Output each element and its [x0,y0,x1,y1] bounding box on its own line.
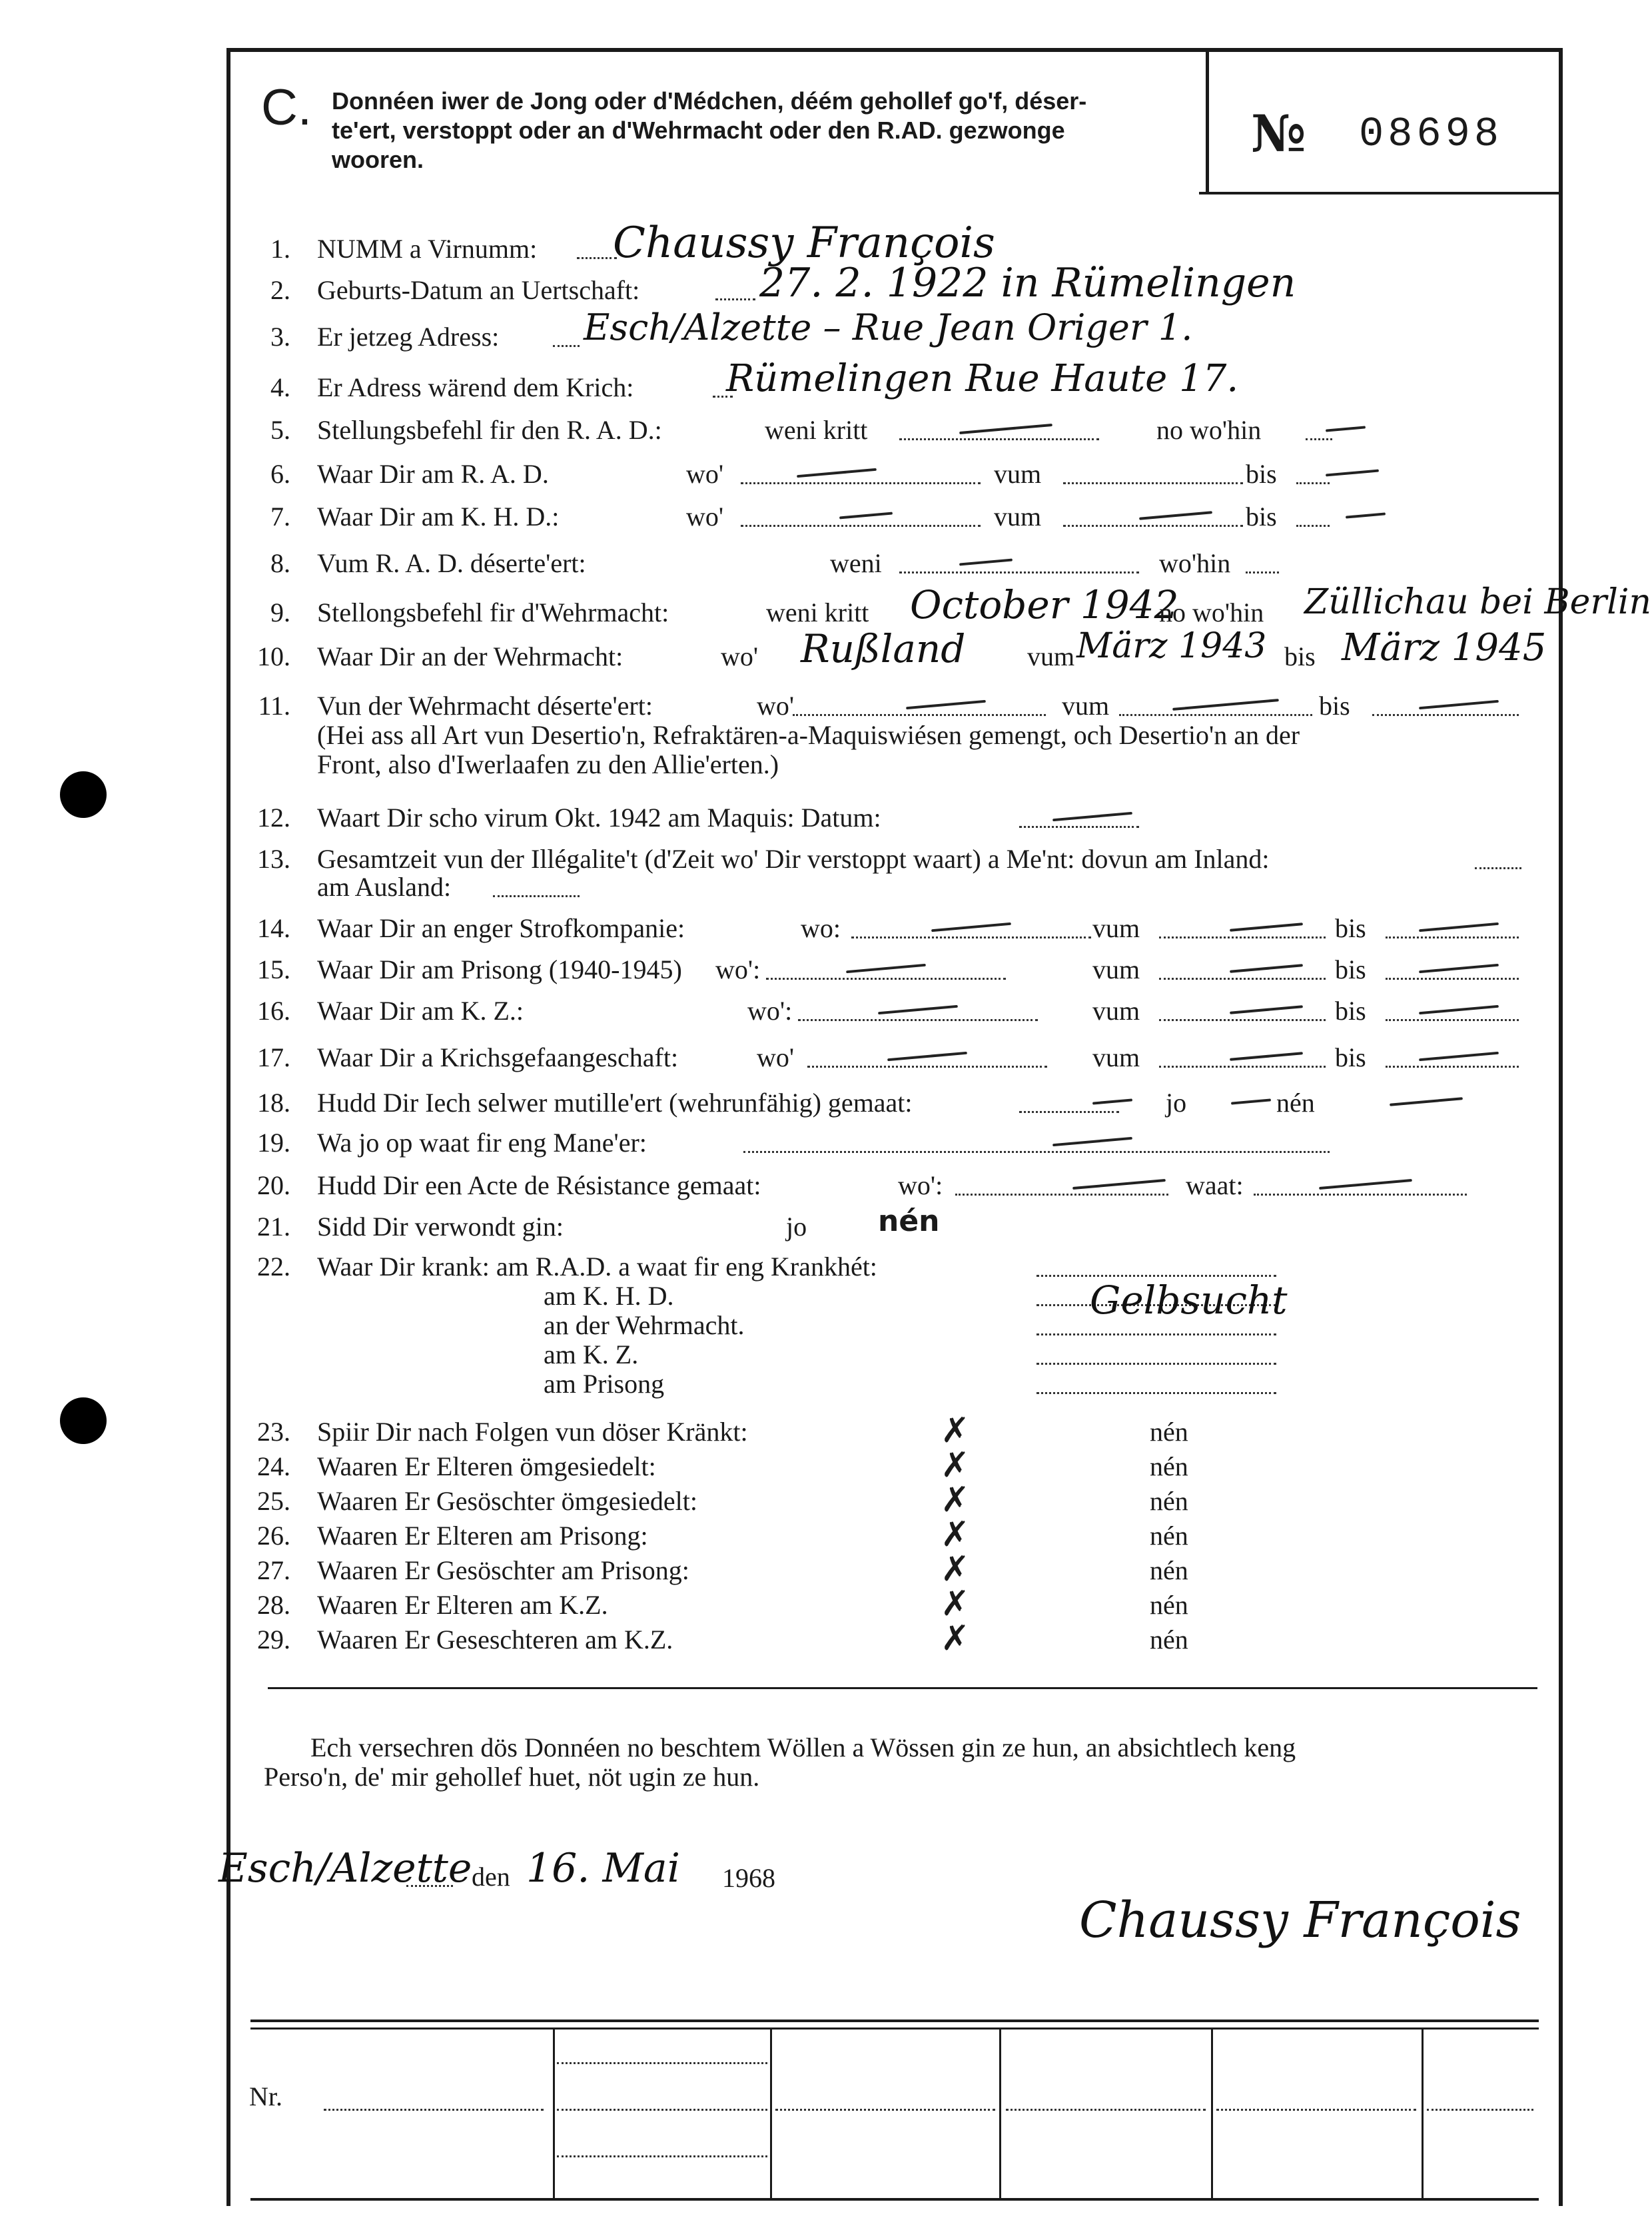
dotted-fill [493,895,580,897]
declaration-line-2: Perso'n, de' mir gehollef huet, nöt ugin ze hun. [264,1762,760,1792]
row-keyword: bis [1319,691,1350,721]
row-number: 16. [257,996,290,1026]
blank-stroke [1052,1137,1132,1146]
footer-rule-bottom [250,2198,1539,2201]
blank-stroke [1092,1098,1132,1104]
row-keyword: wo': [715,954,761,984]
row-keyword: weni kritt [765,415,868,445]
row-number: 25. [257,1486,290,1516]
dotted-fill [1063,525,1243,527]
row-keyword: wo: [801,913,841,943]
row-keyword: wo' [757,1042,795,1072]
row-label: Sidd Dir verwondt gin: [317,1212,564,1242]
footer-col-5 [1422,2028,1424,2198]
dotted-fill [1296,482,1330,484]
footer-dots [1427,2109,1533,2111]
row-label: Geburts-Datum an Uertschaft: [317,275,640,305]
form-number: 08698 [1359,111,1503,158]
crossed-yes: ✗ [941,1445,970,1485]
row-keyword: vum [994,459,1042,489]
dotted-fill [1296,525,1330,527]
handwritten-value: Esch/Alzette – Rue Jean Origer 1. [584,306,1193,348]
footer-dots [775,2109,995,2111]
dotted-fill [1246,571,1279,573]
row-label: Waar Dir krank: am R.A.D. a waat fir eng Krankhét: [317,1252,877,1282]
section-letter: C. [261,79,312,136]
row-keyword: vum [1062,691,1110,721]
row-keyword: nén [1150,1555,1188,1585]
row-number: 12. [257,803,290,833]
crossed-yes: ✗ [941,1480,970,1520]
row-number: 14. [257,913,290,943]
row-number: 24. [257,1451,290,1481]
blank-stroke [1231,1098,1271,1104]
row-keyword: wo' [686,502,724,532]
right-border [1559,48,1563,2206]
blank-stroke [797,468,877,478]
row-keyword: no wo'hin [1156,415,1262,445]
dotted-fill [1159,978,1326,980]
header-bottom-rule [1199,192,1559,194]
row-keyword: nén [1150,1625,1188,1655]
blank-stroke [887,1052,967,1061]
blank-stroke [959,559,1013,566]
blank-stroke [1419,1052,1499,1061]
row-number: 28. [257,1590,290,1620]
separator-before-declaration [268,1687,1537,1689]
row-keyword: wo' [757,691,795,721]
footer-dots [557,2062,767,2064]
blank-stroke [1419,922,1499,932]
row-label: Waaren Er Gesöschter ömgesiedelt: [317,1486,697,1516]
row-number: 15. [257,954,290,984]
strike-no: nén [878,1204,940,1238]
dotted-fill [798,1019,1038,1021]
handwritten-value: März 1945 [1342,626,1547,669]
row-number: 7. [270,502,290,532]
row-number: 21. [257,1212,290,1242]
row-number: 3. [270,322,290,352]
row-number: 10. [257,641,290,671]
dotted-fill [715,298,755,300]
row-keyword: vum [1092,996,1140,1026]
signature-place: Esch/Alzette [218,1845,472,1892]
row-11-note-2: Front, also d'Iwerlaafen zu den Allie'erten.) [317,749,779,779]
footer-rule-top-2 [250,2028,1539,2030]
handwritten-value: Rümelingen Rue Haute 17. [726,357,1239,400]
header-line-2: te'ert, verstoppt oder an d'Wehrmacht oder den R.AD. gezwonge [332,117,1065,144]
row-keyword: no wo'hin [1159,597,1264,627]
dotted-fill [1036,1363,1276,1365]
row-label: Vun der Wehrmacht déserte'ert: [317,691,653,721]
row-label: Waar Dir am K. H. D.: [317,502,560,532]
row-keyword: nén [1150,1451,1188,1481]
crossed-yes: ✗ [941,1515,970,1555]
row-number: 6. [270,459,290,489]
row-keyword: vum [1092,954,1140,984]
footer-col-2 [770,2028,772,2198]
blank-stroke [1346,512,1386,518]
signature-den: den [472,1862,510,1892]
blank-stroke [1172,699,1279,711]
crossed-yes: ✗ [941,1411,970,1451]
row-label: Stellongsbefehl fir d'Wehrmacht: [317,597,669,627]
footer-dots [1006,2109,1206,2111]
dotted-fill [1119,714,1312,716]
dotted-fill [955,1194,1168,1196]
blank-stroke [846,964,926,973]
row-number: 5. [270,415,290,445]
row-22-sub: am K. Z. [544,1339,639,1369]
dotted-fill [1036,1275,1276,1277]
signature-year: 1968 [722,1863,775,1893]
blank-stroke [1419,1005,1499,1014]
dotted-fill [1063,482,1243,484]
row-number: 9. [270,597,290,627]
row-label: Hudd Dir een Acte de Résistance gemaat: [317,1170,761,1200]
footer-rule-top [250,2020,1539,2022]
footer-nr-label: Nr. [249,2081,282,2111]
blank-stroke [1319,1179,1412,1190]
dotted-fill [743,1151,1330,1153]
row-keyword: wo': [898,1170,943,1200]
row-22-sub: am Prisong [544,1369,665,1399]
row-label: Waar Dir am Prisong (1940-1945) [317,954,682,984]
dotted-fill [807,1066,1047,1068]
row-keyword: bis [1335,913,1366,943]
blank-stroke [1230,922,1303,932]
row-label: Waart Dir scho virum Okt. 1942 am Maquis: Datum: [317,803,881,833]
row-keyword: nén [1150,1417,1188,1447]
blank-stroke [1326,426,1366,432]
handwritten-value: October 1942 [910,582,1179,627]
row-label: Waaren Er Elteren ömgesiedelt: [317,1451,656,1481]
row-label: Waaren Er Elteren am K.Z. [317,1590,608,1620]
blank-stroke [931,922,1011,932]
row-keyword: nén [1276,1088,1315,1118]
row-label: Waaren Er Elteren am Prisong: [317,1521,648,1551]
row-keyword: weni [830,548,882,578]
row-label: Er Adress wärend dem Krich: [317,372,634,402]
row-number: 1. [270,234,290,264]
dotted-fill [899,438,1099,440]
header-line-1: Donnéen iwer de Jong oder d'Médchen, déém gehollef go'f, déser- [332,87,1087,115]
blank-stroke [1419,700,1499,709]
dotted-fill [553,345,580,347]
footer-col-1 [553,2028,555,2198]
row-number: 8. [270,548,290,578]
row-number: 27. [257,1555,290,1585]
row-keyword: wo'hin [1159,548,1231,578]
blank-stroke [1390,1097,1463,1106]
row-label: NUMM a Virnumm: [317,234,538,264]
row-number: 4. [270,372,290,402]
crossed-yes: ✗ [941,1549,970,1589]
top-border [226,48,1559,52]
blank-stroke [839,512,893,520]
row-label: Gesamtzeit vun der Illégalite't (d'Zeit wo' Dir verstoppt waart) a Me'nt: dovun am Inland: [317,844,1270,874]
row-label: Hudd Dir Iech selwer mutille'ert (wehrunfähig) gemaat: [317,1088,913,1118]
row-keyword: jo [1166,1088,1187,1118]
header-divider [1206,48,1209,193]
row-number: 22. [257,1252,290,1282]
footer-dots [324,2109,544,2111]
header-line-3: wooren. [332,146,424,173]
row-number: 29. [257,1625,290,1655]
handwritten-value: Rußland [801,626,966,671]
blank-stroke [1230,964,1303,973]
footer-col-3 [999,2028,1001,2198]
handwritten-value: Gelbsucht [1090,1278,1288,1323]
dotted-fill [1254,1194,1467,1196]
dotted-fill [1372,714,1519,716]
row-number: 20. [257,1170,290,1200]
row-label: Stellungsbefehl fir den R. A. D.: [317,415,662,445]
row-keyword: bis [1284,641,1316,671]
row-keyword: nén [1150,1521,1188,1551]
row-number: 2. [270,275,290,305]
dotted-fill [1159,1019,1326,1021]
row-13-sub: am Ausland: [317,872,452,902]
row-label: Spiir Dir nach Folgen vun döser Kränkt: [317,1417,748,1447]
row-11-note-1: (Hei ass all Art vun Desertio'n, Refraktären-a-Maquiswiésen gemengt, och Desertio'n an der [317,720,1300,750]
dotted-fill [1159,936,1326,938]
row-keyword: bis [1335,996,1366,1026]
dotted-fill [1386,1066,1519,1068]
dotted-fill [577,257,617,259]
row-label: Waar Dir an enger Strofkompanie: [317,913,685,943]
row-keyword: vum [1092,913,1140,943]
row-label: Wa jo op waat fir eng Mane'er: [317,1128,647,1158]
handwritten-value: 27. 2. 1922 in Rümelingen [759,260,1296,306]
row-keyword: bis [1246,459,1277,489]
blank-stroke [1419,964,1499,973]
row-keyword: nén [1150,1486,1188,1516]
row-keyword: bis [1335,1042,1366,1072]
dotted-fill [1036,1392,1276,1394]
signature-day: 16. Mai [526,1845,680,1892]
row-keyword: vum [1092,1042,1140,1072]
dotted-fill [1306,438,1332,440]
handwritten-value: Chaussy François [613,218,995,268]
row-label: Waaren Er Gesöschter am Prisong: [317,1555,689,1585]
row-label: Vum R. A. D. déserte'ert: [317,548,586,578]
row-keyword: vum [994,502,1042,532]
row-keyword: vum [1027,641,1075,671]
row-keyword: waat: [1186,1170,1244,1200]
row-keyword: bis [1246,502,1277,532]
row-keyword: bis [1335,954,1366,984]
dotted-fill [766,978,1006,980]
row-number: 18. [257,1088,290,1118]
row-22-sub: an der Wehrmacht. [544,1310,745,1340]
blank-stroke [1326,470,1379,477]
dotted-fill [1386,936,1519,938]
declaration-line-1: Ech versechren dös Donnéen no beschtem Wöllen a Wössen gin ze hun, an absichtlech keng [310,1732,1296,1762]
blank-stroke [959,424,1052,434]
blank-stroke [1052,812,1132,821]
footer-dots [1216,2109,1416,2111]
row-label: Waar Dir am R. A. D. [317,459,549,489]
dotted-fill [1159,1066,1326,1068]
row-number: 17. [257,1042,290,1072]
row-keyword: weni kritt [766,597,869,627]
row-label: Waar Dir am K. Z.: [317,996,524,1026]
row-number: 23. [257,1417,290,1447]
dotted-fill [793,714,1046,716]
row-22-sub: am K. H. D. [544,1281,674,1311]
punch-hole-top [60,771,107,818]
footer-dots [557,2155,767,2157]
blank-stroke [1230,1052,1303,1061]
signature-name: Chaussy François [1079,1892,1521,1949]
dotted-fill [741,525,981,527]
footer-dots [557,2109,767,2111]
blank-stroke [906,700,986,709]
crossed-yes: ✗ [941,1584,970,1624]
blank-stroke [878,1005,958,1014]
row-keyword: jo [786,1212,807,1242]
handwritten-value: Züllichau bei Berlin [1304,582,1651,622]
dotted-fill [1386,1019,1519,1021]
dotted-fill [741,482,981,484]
blank-stroke [1230,1005,1303,1014]
row-keyword: nén [1150,1590,1188,1620]
blank-stroke [1139,511,1212,520]
dotted-fill [1386,978,1519,980]
row-keyword: wo': [747,996,793,1026]
row-keyword: wo' [721,641,759,671]
dotted-fill [1036,1333,1276,1335]
crossed-yes: ✗ [941,1619,970,1659]
blank-stroke [1072,1179,1166,1190]
row-number: 26. [257,1521,290,1551]
row-number: 13. [257,844,290,874]
dotted-fill [899,571,1139,573]
handwritten-value: März 1943 [1076,626,1267,666]
row-number: 19. [257,1128,290,1158]
dotted-fill [1475,867,1521,869]
dotted-fill [1019,1111,1119,1113]
row-label: Waar Dir an der Wehrmacht: [317,641,623,671]
dotted-fill [851,936,1091,938]
row-label: Er jetzeg Adress: [317,322,500,352]
dotted-fill [1019,826,1139,828]
row-label: Waaren Er Geseschteren am K.Z. [317,1625,673,1655]
footer-col-4 [1211,2028,1213,2198]
punch-hole-bottom [60,1397,107,1444]
row-number: 11. [258,691,290,721]
row-label: Waar Dir a Krichsgefaangeschaft: [317,1042,679,1072]
place-dots [406,1885,453,1887]
row-keyword: wo' [686,459,724,489]
number-sign: № [1251,104,1306,163]
